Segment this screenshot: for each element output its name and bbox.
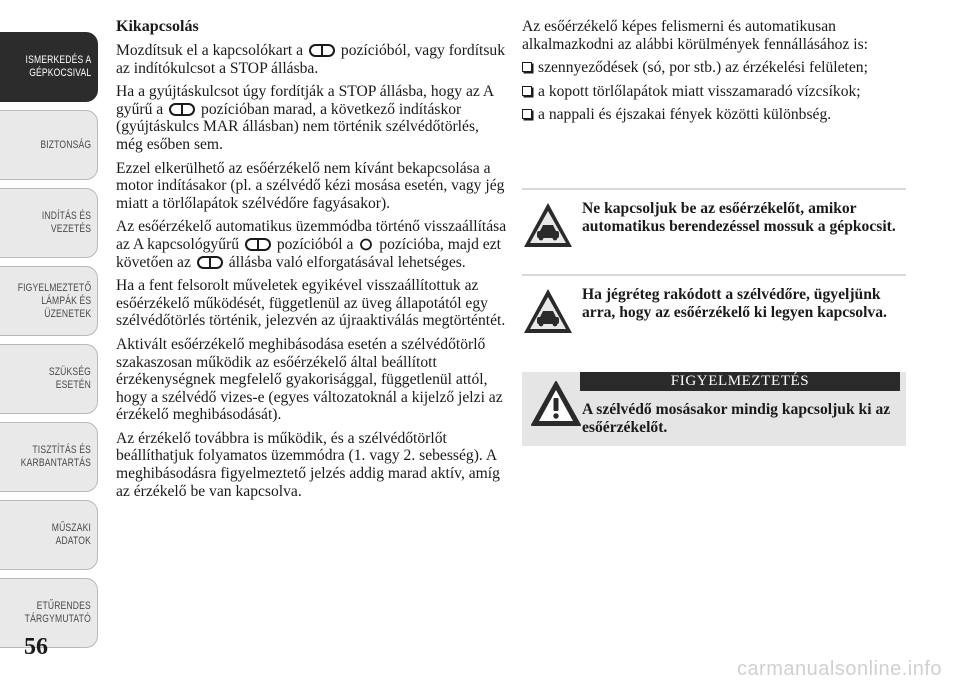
tab-label: FIGYELMEZTETŐ LÁMPÁK ÉS ÜZENETEK <box>17 281 91 320</box>
list-item-text: a kopott törlőlapátok miatt visszamaradó vízcsíkok; <box>538 82 861 100</box>
list-item <box>522 83 912 101</box>
paragraph-7: Az érzékelő továbbra is működik, és a szélvédőtörlőt beállíthatjuk folyamatos üzemmódra (1. vagy 2. sebesség). A meghibásodásra figyelmeztető jelzés addig marad aktív, amíg az érzékelő be van kapcsolva. <box>116 429 500 500</box>
note-text: Ha jégréteg rakódott a szélvédőre, ügyeljünk arra, hogy az esőérzékelő ki legyen kapcsolva. <box>582 286 887 321</box>
paragraph-6: Aktivált esőérzékelő meghibásodása esetén a szélvédőtörlő szakaszosan működik az esőérzékelő által beállított érzékenységnek megfelelő gyakorisággal, függetlenül attól, hogy a szélvédő vizes-e (egyes változatoknál a kijelző jelzi az érzékelő meghibásodását). <box>116 335 503 424</box>
tab-ismerkedes[interactable] <box>0 32 98 102</box>
intro-paragraph: Az esőérzékelő képes felismerni és automatikusan alkalmazkodni az alábbi körülmények fennállásához is: <box>522 18 868 53</box>
paragraph-4 <box>116 218 508 271</box>
wiper-off-icon <box>309 44 335 57</box>
wiper-off-icon <box>245 238 271 251</box>
tab-label: SZÜKSÉG ESETÉN <box>48 366 91 391</box>
text: Mozdítsuk el a kapcsolókart a <box>116 42 304 59</box>
tab-szukseg[interactable] <box>0 344 98 414</box>
note-text: Ne kapcsoljuk be az esőérzékelőt, amikor automatikus berendezéssel mossuk a gépkocsit. <box>582 200 896 235</box>
note-car-wash <box>522 200 906 250</box>
watermark: carmanualsonline.info <box>736 658 942 680</box>
tab-tisztitas[interactable] <box>0 422 98 492</box>
text: állásba való elforgatásával lehetséges. <box>228 253 466 271</box>
section-heading: Kikapcsolás <box>116 18 199 35</box>
text: pozícióból, vagy fordítsuk az indítókulcsot a STOP állásba. <box>116 42 506 77</box>
divider <box>522 274 906 276</box>
list-item-text: szennyeződések (só, por stb.) az érzékelési felületen; <box>538 59 868 77</box>
text: pozícióba, majd ezt követően az <box>116 235 501 271</box>
tab-targymutato[interactable] <box>0 578 98 648</box>
divider <box>522 188 906 190</box>
note-ice <box>522 286 906 336</box>
tab-muszaki[interactable] <box>0 500 98 570</box>
warning-text: A szélvédő mosásakor mindig kapcsoljuk ki az esőérzékelőt. <box>582 401 891 436</box>
wiper-off-icon <box>169 103 195 116</box>
tab-biztonsag[interactable] <box>0 110 98 180</box>
tab-inditas[interactable] <box>0 188 98 258</box>
warning-box <box>522 372 906 446</box>
wiper-auto-icon <box>197 256 223 269</box>
paragraph-5: Ha a fent felsorolt műveletek egyikével visszaállítottuk az esőérzékelő működését, függetlenül az üveg állapotától egy szélvédőtörlés történik, jelezvén az újraaktiválás megtörténtét. <box>116 277 506 330</box>
left-column <box>116 0 508 506</box>
text: Ha a gyújtáskulcsot úgy fordítják a STOP állásba, hogy az A gyűrű a <box>116 83 494 118</box>
checkbox-bullet-icon <box>522 62 532 72</box>
tab-figyelmezteto[interactable] <box>0 266 98 336</box>
tab-label: INDÍTÁS ÉS VEZETÉS <box>41 210 91 235</box>
right-column <box>522 18 912 130</box>
text: pozícióban marad, a következő indításkor (gyújtáskulcs MAR állásban) nem történik szélvédőtörlés, még esőben sem. <box>116 100 479 153</box>
tab-label: ETŰRENDES TÁRGYMUTATÓ <box>24 600 91 625</box>
car-warning-icon <box>522 200 574 250</box>
checkbox-bullet-icon <box>522 86 532 96</box>
list-item <box>522 106 912 124</box>
page-number: 56 <box>24 634 48 660</box>
list-item-text: a nappali és éjszakai fények közötti különbség. <box>538 106 832 124</box>
warning-title: FIGYELMEZTETÉS <box>580 372 900 391</box>
checkbox-bullet-icon <box>522 109 532 119</box>
tab-label: BIZTONSÁG <box>40 138 91 151</box>
car-warning-icon <box>522 286 574 336</box>
tab-label: TISZTÍTÁS ÉS KARBANTARTÁS <box>20 444 91 469</box>
paragraph-2 <box>116 83 508 153</box>
conditions-list <box>522 59 912 124</box>
text: pozícióból a <box>276 235 354 253</box>
wiper-intermittent-icon <box>359 238 373 251</box>
tab-label: MŰSZAKI ADATOK <box>51 522 91 547</box>
text: Az esőérzékelő automatikus üzemmódba történő visszaállítása az A kapcsológyűrű <box>116 218 507 253</box>
exclamation-warning-icon <box>530 380 582 428</box>
paragraph-3: Ezzel elkerülhető az esőérzékelő nem kívánt bekapcsolása a motor indításakor (pl. a szélvédő kézi mosása esetén, vagy jég miatt a törlőlapátok szélvédőre fagyásakor). <box>116 159 505 212</box>
tab-label: ISMERKEDÉS A GÉPKOCSIVAL <box>25 54 91 79</box>
paragraph-1 <box>116 42 508 77</box>
list-item <box>522 59 912 77</box>
